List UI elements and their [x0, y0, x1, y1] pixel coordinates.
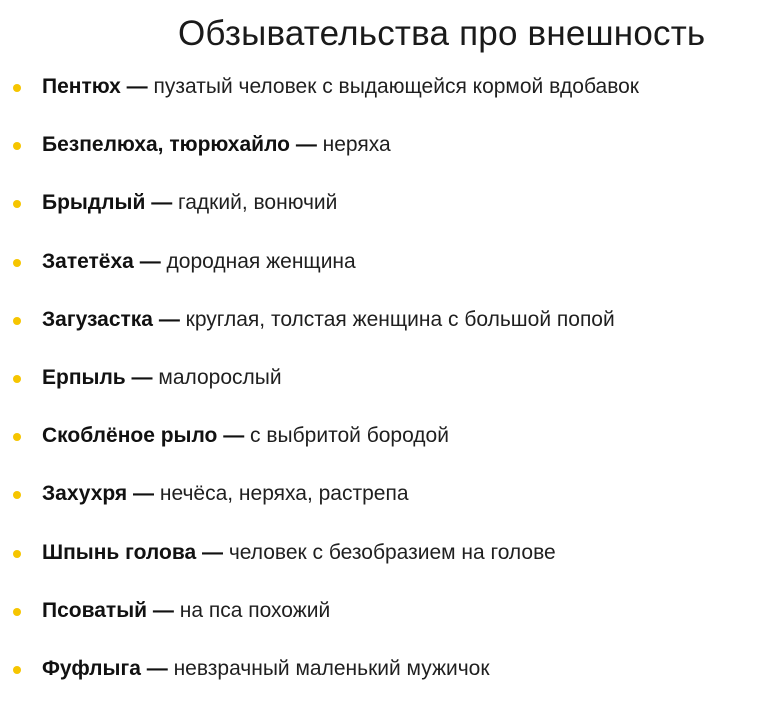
- list-item: [0, 291, 768, 349]
- list-item-separator: —: [145, 191, 179, 215]
- list-item: [0, 640, 768, 698]
- list-item-separator: —: [289, 133, 323, 157]
- bullet-icon: [13, 491, 21, 499]
- list-item-definition: на пса похожий: [179, 598, 331, 622]
- list-item-separator: —: [147, 598, 180, 622]
- bullet-icon: [13, 608, 21, 616]
- list-item-separator: —: [140, 656, 174, 680]
- list-item-term: Затетёха: [42, 249, 134, 273]
- list-item-definition: человек с безобразием на голове: [228, 540, 556, 564]
- list-item: [0, 407, 768, 465]
- list-item: [0, 582, 768, 640]
- list-item-text: [42, 482, 409, 506]
- list-item-definition: круглая, толстая женщина с большой попой: [185, 307, 615, 331]
- bullet-icon: [13, 84, 21, 92]
- list-item-text: [42, 250, 356, 274]
- list-item-definition: неряха: [322, 133, 391, 157]
- list-item: [0, 233, 768, 291]
- list-item-text: [42, 308, 615, 332]
- list-item-term: Шпынь голова: [42, 540, 197, 564]
- list-item: [0, 58, 768, 116]
- bullet-icon: [13, 550, 21, 558]
- list-item-text: [42, 366, 282, 390]
- list-item-term: Загузастка: [42, 307, 153, 331]
- list-item-term: Фуфлыга: [42, 656, 141, 680]
- list-item-separator: —: [133, 249, 167, 273]
- list-item-definition: с выбритой бородой: [250, 424, 449, 448]
- list-item-term: Псоватый: [42, 598, 148, 622]
- bullet-icon: [13, 317, 21, 325]
- list-item-definition: дородная женщина: [166, 249, 356, 273]
- list-item-text: [42, 75, 639, 99]
- list-item-separator: —: [196, 540, 229, 564]
- page-title: Обзывательства про внешность: [178, 14, 706, 53]
- list-item: [0, 116, 768, 174]
- list-item: [0, 465, 768, 523]
- list-item-separator: —: [152, 307, 186, 331]
- list-item-term: Брыдлый: [42, 191, 146, 215]
- list-item-definition: гадкий, вонючий: [178, 191, 338, 215]
- bullet-icon: [13, 433, 21, 441]
- list-item-text: [42, 657, 490, 681]
- list-item-separator: —: [127, 482, 160, 506]
- list-item: [0, 174, 768, 232]
- bullet-icon: [13, 375, 21, 383]
- list-item-text: [42, 599, 330, 623]
- bullet-icon: [13, 142, 21, 150]
- definition-list: [0, 58, 768, 698]
- list-item: [0, 524, 768, 582]
- list-item-term: Скоблёное рыло: [42, 424, 218, 448]
- list-item-definition: пузатый человек с выдающейся кормой вдобавок: [153, 75, 639, 99]
- list-item-term: Пентюх: [42, 75, 121, 99]
- list-item-term: Захухря: [42, 482, 128, 506]
- list-item-definition: малорослый: [158, 366, 282, 390]
- list-item-term: Безпелюха, тюрюхайло: [42, 133, 290, 157]
- list-item-text: [42, 424, 449, 448]
- list-item-separator: —: [120, 75, 154, 99]
- list-item-definition: нечёса, неряха, растрепа: [159, 482, 409, 506]
- bullet-icon: [13, 200, 21, 208]
- list-item-separator: —: [217, 424, 251, 448]
- list-item-text: [42, 133, 391, 157]
- bullet-icon: [13, 259, 21, 267]
- bullet-icon: [13, 666, 21, 674]
- list-item-separator: —: [125, 366, 159, 390]
- list-item: [0, 349, 768, 407]
- list-item-definition: невзрачный маленький мужичок: [173, 656, 490, 680]
- list-item-text: [42, 541, 556, 565]
- list-item-term: Ерпыль: [42, 366, 126, 390]
- list-item-text: [42, 191, 337, 215]
